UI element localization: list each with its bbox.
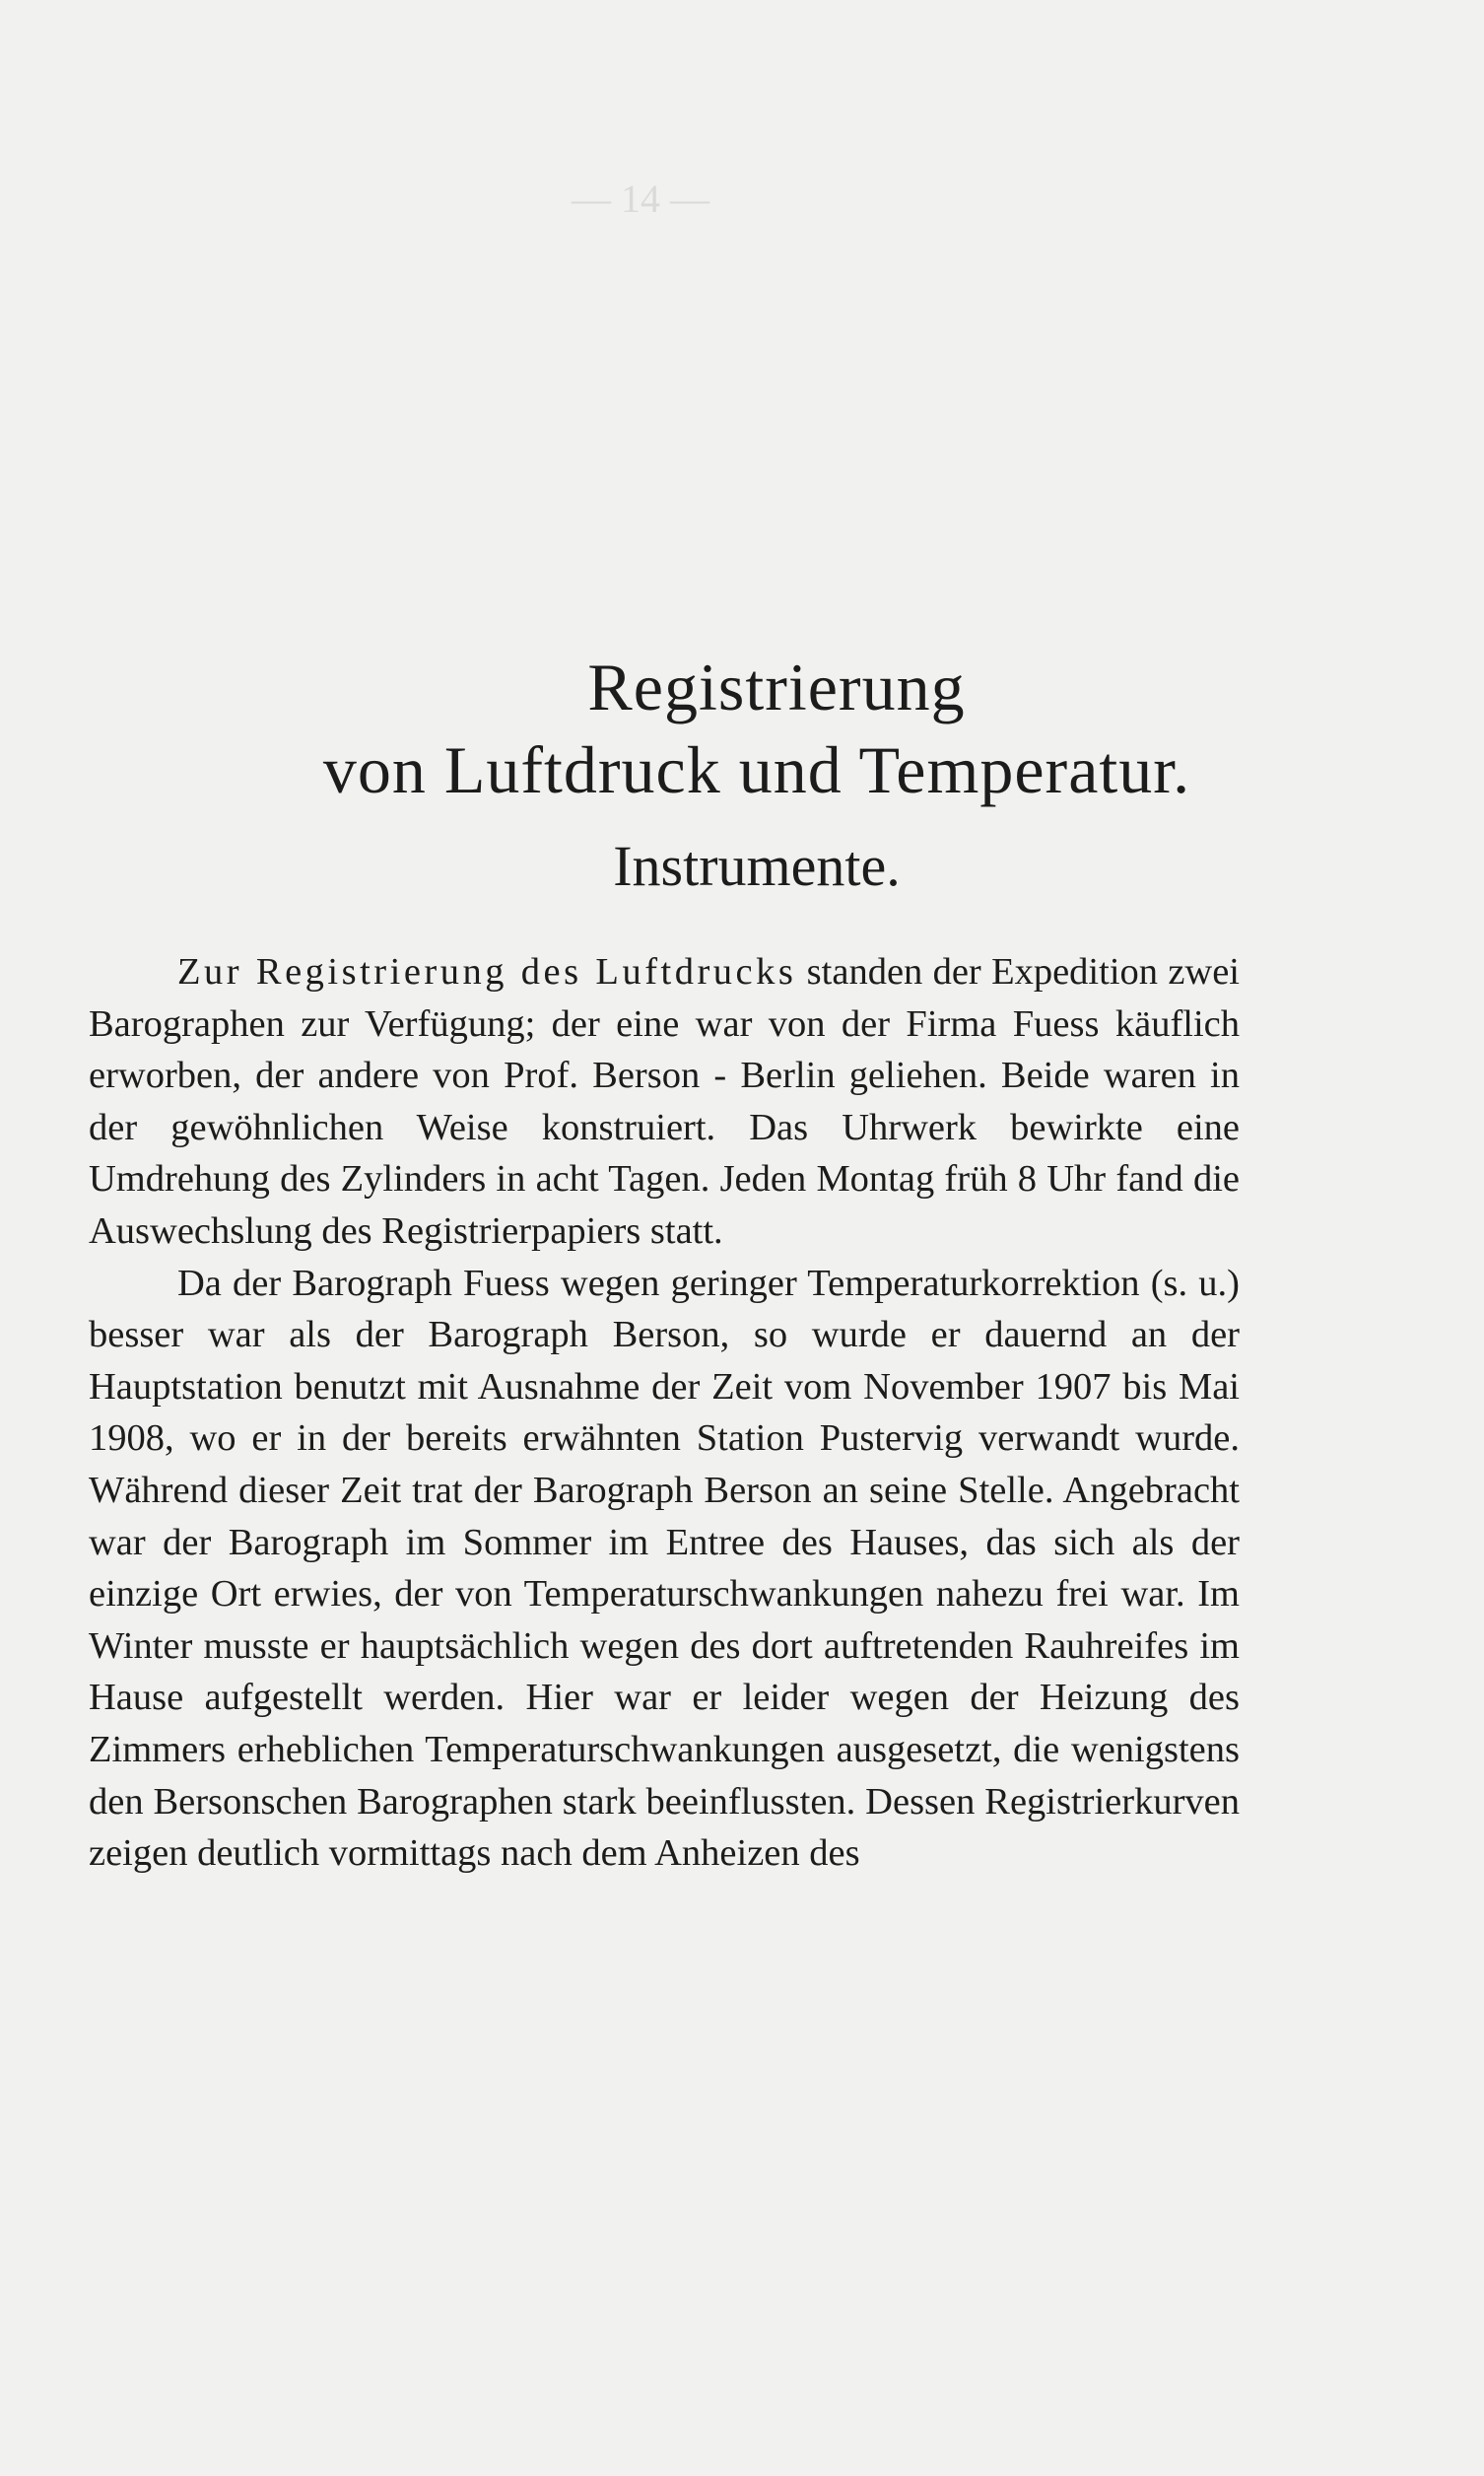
- title-line-1: Registrierung: [587, 650, 966, 724]
- section-heading: Instrumente.: [613, 834, 901, 898]
- body-text: [89, 946, 1240, 1880]
- title-block: [0, 646, 1484, 904]
- title-line-2: von Luftdruck und Temperatur.: [322, 732, 1191, 807]
- paragraph-2: Da der Barograph Fuess wegen geringer Temperaturkorrektion (s. u.) besser war als der Barograph Berson, so wurde er dauernd an der Hauptstation benutzt mit Ausnahme der Zeit vom November 1907 bis Mai 1908, wo er in der bereits erwähnten Station Pustervig verwandt wurde. Während dieser Zeit trat der Barograph Berson an seine Stelle. Angebracht war der Barograph im Sommer im Entree des Hauses, das sich als der einzige Ort erwies, der von Temperaturschwankungen nahezu frei war. Im Winter musste er hauptsächlich wegen des dort auftretenden Rauhreifes im Hause aufgestellt werden. Hier war er leider wegen der Heizung des Zimmers erheblichen Temperaturschwankungen ausgesetzt, die wenigstens den Bersonschen Barographen stark beeinflussten. Dessen Registrierkurven zeigen deutlich vormittags nach dem Anheizen des: [89, 1262, 1240, 1875]
- spaced-emphasis: Zur Registrierung des Luftdrucks: [177, 951, 797, 993]
- paragraph-1-text: standen der Expedition zwei Barographen zur Verfügung; der eine war von der Firma Fuess käuflich erworben, der andere von Prof. Berson - Berlin geliehen. Beide waren in der gewöhnlichen Weise konstruiert. Das Uhrwerk bewirkte eine Umdrehung des Zylinders in acht Tagen. Jeden Montag früh 8 Uhr fand die Auswechslung des Registrierpapiers statt.: [89, 951, 1241, 1252]
- page-number-bleedthrough: — 14 —: [572, 176, 709, 221]
- paragraph-1: [89, 946, 1240, 1258]
